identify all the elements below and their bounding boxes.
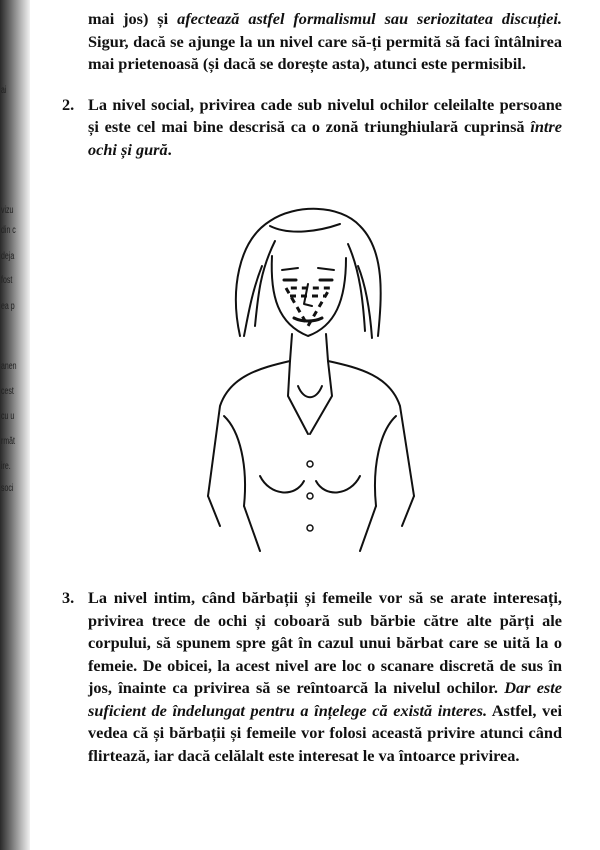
paragraph-bold-text: mai jos) și [88, 9, 178, 28]
blouse-buttons [307, 461, 313, 531]
blouse-outline [208, 361, 290, 496]
paragraph-text [88, 8, 562, 76]
paragraph-bold-italic-text: afectează astfel formalismul sau seriozitatea discuției. [177, 9, 563, 28]
list-item-bold-text: . [167, 139, 172, 159]
hair-outline [236, 209, 381, 336]
woman-gaze-illustration [200, 196, 440, 556]
spine-fragment: ea p [1, 301, 15, 312]
list-item-social-gaze [62, 94, 562, 162]
spine-fragment: deja [1, 251, 15, 262]
list-item-number: 2. [62, 94, 75, 114]
list-item-number: 3. [62, 588, 75, 607]
spine-fragment: anen [1, 361, 17, 372]
spine-fragment: cest [1, 386, 14, 397]
spine-fragment: ai [1, 85, 7, 96]
list-item-text-regular: La nivel intim, când bărbații și femeile vor să se arate interesați, privirea trece de ochi și coboară sub bărbie către alte părți ale corpului, să spunem spre gât în cazul unui bărbat care se uită la o femeie. [88, 588, 562, 675]
book-spine [0, 0, 30, 850]
list-item-bold-text: La nivel social, privirea cade sub nivelul ochilor celeilalte persoane și este cel mai bine descrisă ca o zonă triunghiulară cuprinsă [88, 94, 562, 136]
woman-figure-svg [200, 196, 440, 556]
list-item-text-regular: Astfel, vei vedea că și bărbații și femeile vor folosi această privire atunci când flirtează, iar dacă celălalt este interesat le va întoarce privirea. [88, 700, 563, 765]
list-item-bold-italic-text: între ochi și gură [88, 117, 562, 159]
spine-fragment: din c [1, 225, 16, 236]
spine-fragment: ire. [1, 461, 11, 472]
paragraph-bold-text: Sigur, dacă se ajunge la un nivel care să-ți permită să faci întâlnirea mai prietenoasă (și dacă se dorește asta), atunci este permisibil. [88, 31, 562, 73]
list-item-bold-text: De obicei, la acest nivel are loc o scanare discretă de sus în jos, înainte ca privirea să se reîntoarcă la nivelul ochilor. [88, 655, 563, 697]
list-item-italic-text: Dar este suficient de îndelungat pentru a înțelege că există interes. [88, 678, 562, 720]
spine-fragment: vizu [1, 205, 14, 216]
paragraph-continuation [62, 8, 562, 76]
spine-fragment: fost [1, 275, 13, 286]
list-item-text [88, 94, 562, 162]
list-item-intimate-gaze [62, 587, 562, 767]
list-item-text [88, 587, 562, 767]
spine-fragment: rmăt [1, 436, 15, 447]
spine-fragment: cu u [1, 411, 15, 422]
spine-fragment: soci [1, 483, 14, 494]
